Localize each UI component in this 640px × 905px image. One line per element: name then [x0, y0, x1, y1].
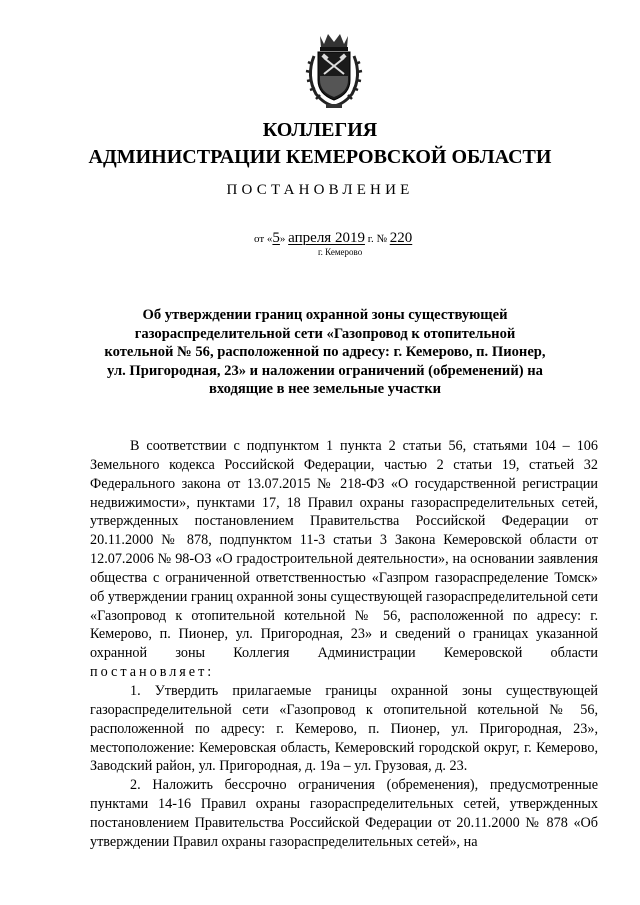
body-item-2: 2. Наложить бессрочно ограничения (обременения), предусмотренные пунктами 14-16 Правил охраны газораспределительных сетей, утвержденных постановлением Правительства Российской Федерации от 20.11.2000 № 878 «Об утверждении Правил охраны газораспределительных сетей», на: [90, 777, 598, 850]
document-number: 220: [389, 230, 413, 246]
coat-of-arms-icon: [300, 30, 368, 114]
document-city: г. Кемерово: [318, 247, 363, 257]
date-mid: »: [279, 233, 286, 245]
document-date-line: [254, 230, 412, 247]
intro-text: В соответствии с подпунктом 1 пункта 2 статьи 56, статьями 104 – 106 Земельного кодекса Российской Федерации, частью 2 статьи 19, статьей 32 Федерального закона от 13.07.2015 № 218-ФЗ «О государственной регистрации недвижимости», пунктами 17, 18 Правил охраны газораспределительных сетей, утвержденных постановлением Правительства Российской Федерации от 20.11.2000 № 878, подпунктом 11-3 статьи 3 Закона Кемеровской области от 12.07.2006 № 98-ОЗ «О градостроительной деятельности», на основании заявления общества с ограниченной ответственностью «Газпром газораспределение Томск» об утверждении границ охранной зоны существующей газораспределительной сети «Газопровод к отопительной котельной № 56, расположенной по адресу: г. Кемерово, п. Пионер, ул. Пригородная, 23» и сведений о границах указанной охранной зоны Коллегия Администрации Кемеровской области: [90, 438, 598, 662]
document-type: ПОСТАНОВЛЕНИЕ: [226, 182, 414, 198]
body-intro: [90, 437, 598, 682]
org-name-line2: АДМИНИСТРАЦИИ КЕМЕРОВСКОЙ ОБЛАСТИ: [88, 146, 552, 168]
document-body: [90, 437, 598, 852]
number-label: №: [376, 233, 387, 245]
date-prefix: от «: [254, 233, 273, 245]
date-month-year: апреля 2019: [288, 230, 365, 246]
date-year-suffix: г.: [367, 233, 374, 245]
date-day: 5: [272, 230, 280, 246]
body-item-1: 1. Утвердить прилагаемые границы охранной зоны существующей газораспределительной сети «Газопровод к отопительной котельной № 56, расположенной по адресу: г. Кемерово, п. Пионер, ул. Пригородная, 23», местоположение: Кемеровская область, Кемеровский городской округ, г. Кемерово, Заводский район, ул. Пригородная, д. 19а – ул. Грузовая, д. 23.: [90, 682, 598, 775]
org-name-line1: КОЛЛЕГИЯ: [262, 119, 378, 141]
document-title: Об утверждении границ охранной зоны существующей газораспределительной сети «Газопровод к отопительной котельной № 56, расположенной по адресу: г. Кемерово, п. Пионер, ул. Пригородная, 23» и наложении ограничений (обременений) на входящие в нее земельные участки: [104, 307, 546, 398]
decree-word: постановляет:: [90, 664, 215, 681]
